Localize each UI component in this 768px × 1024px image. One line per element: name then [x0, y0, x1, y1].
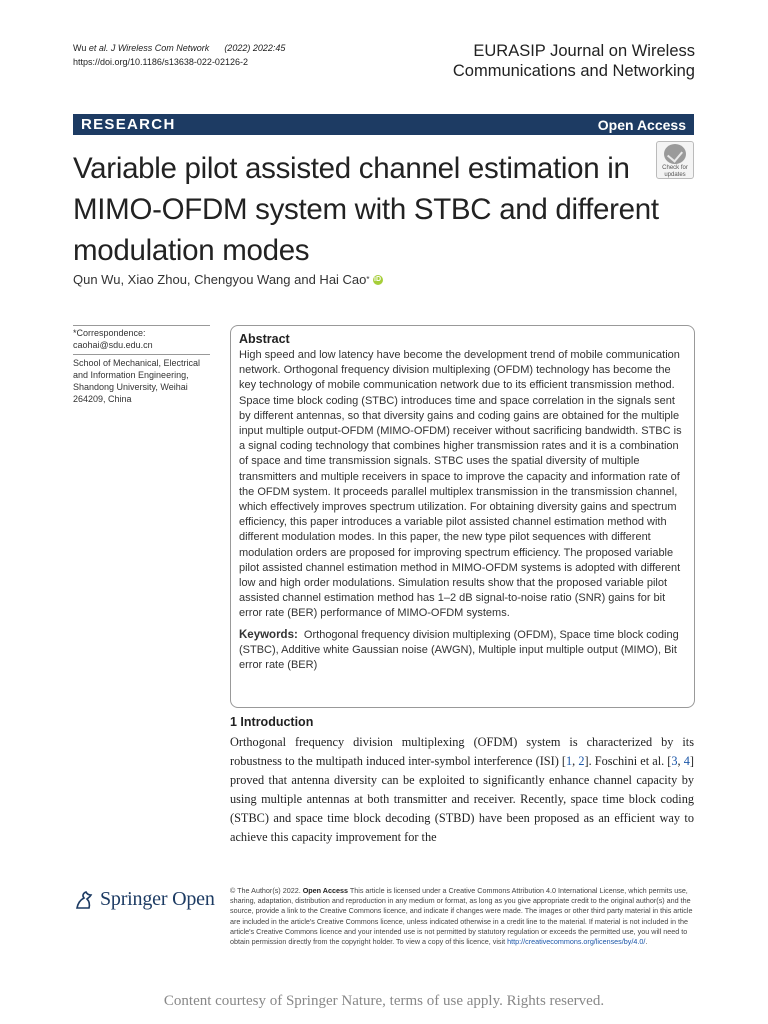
intro-paragraph: Orthogonal frequency division multiplexing (OFDM) system is characterized by its robustness to the multipath induced inter-symbol interference (ISI) [1, 2]. Foschini et al. [3, 4] proved that antenna diversity can be exploited to significantly enhance channel capacity by using multiple antennas at both transmitter and receiver. Recently, space time block coding (STBC) and space time block decoding (STBD) have been proposed as an efficient way to achieve this capacity improvement for the: [230, 735, 694, 845]
license-open-access: Open Access: [302, 886, 348, 895]
abstract-heading: Abstract: [239, 332, 290, 346]
springer-open-logo: [73, 888, 215, 911]
check-updates-icon: [664, 144, 686, 164]
springer-horse-icon: [73, 889, 95, 911]
abstract-text: High speed and low latency have become the development trend of mobile communication network. Orthogonal frequency division multiplexing (OFDM) technology has become the key technology of mobile communication network due to its efficient transmission method. Space time block coding (STBC) introduces time and space correlation in the signals sent by different antennas, so that diversity gains and coding gains are obtained for the multiple input multiple output-OFDM (MIMO-OFDM) receiver without sacrificing bandwidth. STBC is a signal coding technology that combines higher transmission rates and it is a combination of space and time transmission signals. STBC uses the spatial diversity of multiple transmitters and multiple receivers in space to improve the capacity and information rate of the OFDM system. It proceeds parallel multiplex transmission in the transmission channel, which effectively improves spectrum utilization. For obtaining diversity gains and spectrum efficiency, this paper introduces a variable pilot assisted channel estimation method with different modulation modes. In this paper, the new type pilot sequences with different modulation orders are proposed for improving spectrum efficiency. The proposed variable pilot assisted channel estimation method in MIMO-OFDM systems is adopted with different low and high order modulations. Simulation results show that the proposed variable pilot assisted channel estimation method has 1–2 dB signal-to-noise ratio (SNR) gains for bit error rate (BER) performance of MIMO-OFDM systems.: [239, 349, 682, 620]
journal-name-line2: Communications and Networking: [452, 62, 695, 80]
citation-journal: et al. J Wireless Com Network: [86, 43, 210, 53]
authors-text: Qun Wu, Xiao Zhou, Chengyou Wang and Hai Cao: [73, 272, 367, 287]
check-for-updates-badge[interactable]: [656, 141, 694, 179]
license-text: © The Author(s) 2022. Open Access This article is licensed under a Creative Commons Attribution 4.0 International License, which permits use, sharing, adaptation, distribution and reproduction in any medium or format, as long as you give appropriate credit to the original author(s) and the source, provide a link to the Creative Commons licence, and indicate if changes were made. The images or other third party material in this article are included in the article's Creative Commons licence, unless indicated otherwise in a credit line to the material. If material is not included in the article's Creative Commons licence and your intended use is not permitted by statutory regulation or exceeds the permitted use, you will need to obtain permission directly from the copyright holder. To view a copy of this licence, visit http://creativecommons.org/licenses/by/4.0/.: [230, 886, 693, 947]
citation-ref-2[interactable]: 2: [578, 754, 585, 769]
journal-name: [453, 41, 695, 81]
page-footer: Content courtesy of Springer Nature, terms of use apply. Rights reserved.: [163, 993, 605, 1009]
check-updates-text: Check for updates: [662, 165, 688, 178]
citation-year: (2022) 2022:45: [224, 43, 286, 53]
license-link[interactable]: http://creativecommons.org/licenses/by/4.0/: [507, 937, 646, 947]
orcid-icon[interactable]: iD: [374, 275, 382, 283]
citation-header: [73, 41, 285, 69]
article-title: Variable pilot assisted channel estimation in MIMO-OFDM system with STBC and different modulation modes: [73, 152, 659, 267]
doi-link[interactable]: https://doi.org/10.1186/s13638-022-02126-2: [73, 57, 248, 67]
journal-name-line1: EURASIP Journal on Wireless: [473, 42, 695, 60]
citation-authors: Wu: [73, 43, 87, 53]
author-list: [73, 272, 383, 287]
article-type-bar: [73, 114, 694, 135]
corresponding-mark: *: [366, 275, 370, 284]
abstract-box: [230, 325, 695, 708]
correspondence-label: *Correspondence:: [73, 328, 146, 338]
open-access-label: Open Access: [597, 116, 686, 133]
springer-wordmark: Springer Open: [100, 888, 215, 910]
citation-ref-1[interactable]: 1: [566, 754, 573, 769]
correspondence-block: [73, 325, 210, 351]
affiliation: School of Mechanical, Electrical and Information Engineering, Shandong University, Weihai 264209, China: [73, 354, 210, 405]
correspondence-email[interactable]: caohai@sdu.edu.cn: [73, 340, 153, 350]
keywords: [239, 628, 686, 674]
citation-ref-3[interactable]: 3: [671, 754, 678, 769]
citation-ref-4[interactable]: 4: [683, 754, 690, 769]
intro-heading: 1 Introduction: [230, 715, 314, 729]
research-label: RESEARCH: [81, 116, 176, 133]
keywords-label: Keywords:: [239, 628, 298, 641]
keywords-text: Orthogonal frequency division multiplexing (OFDM), Space time block coding (STBC), Additive white Gaussian noise (AWGN), Multiple input multiple output (MIMO), Bit error rate (BER): [239, 628, 679, 672]
